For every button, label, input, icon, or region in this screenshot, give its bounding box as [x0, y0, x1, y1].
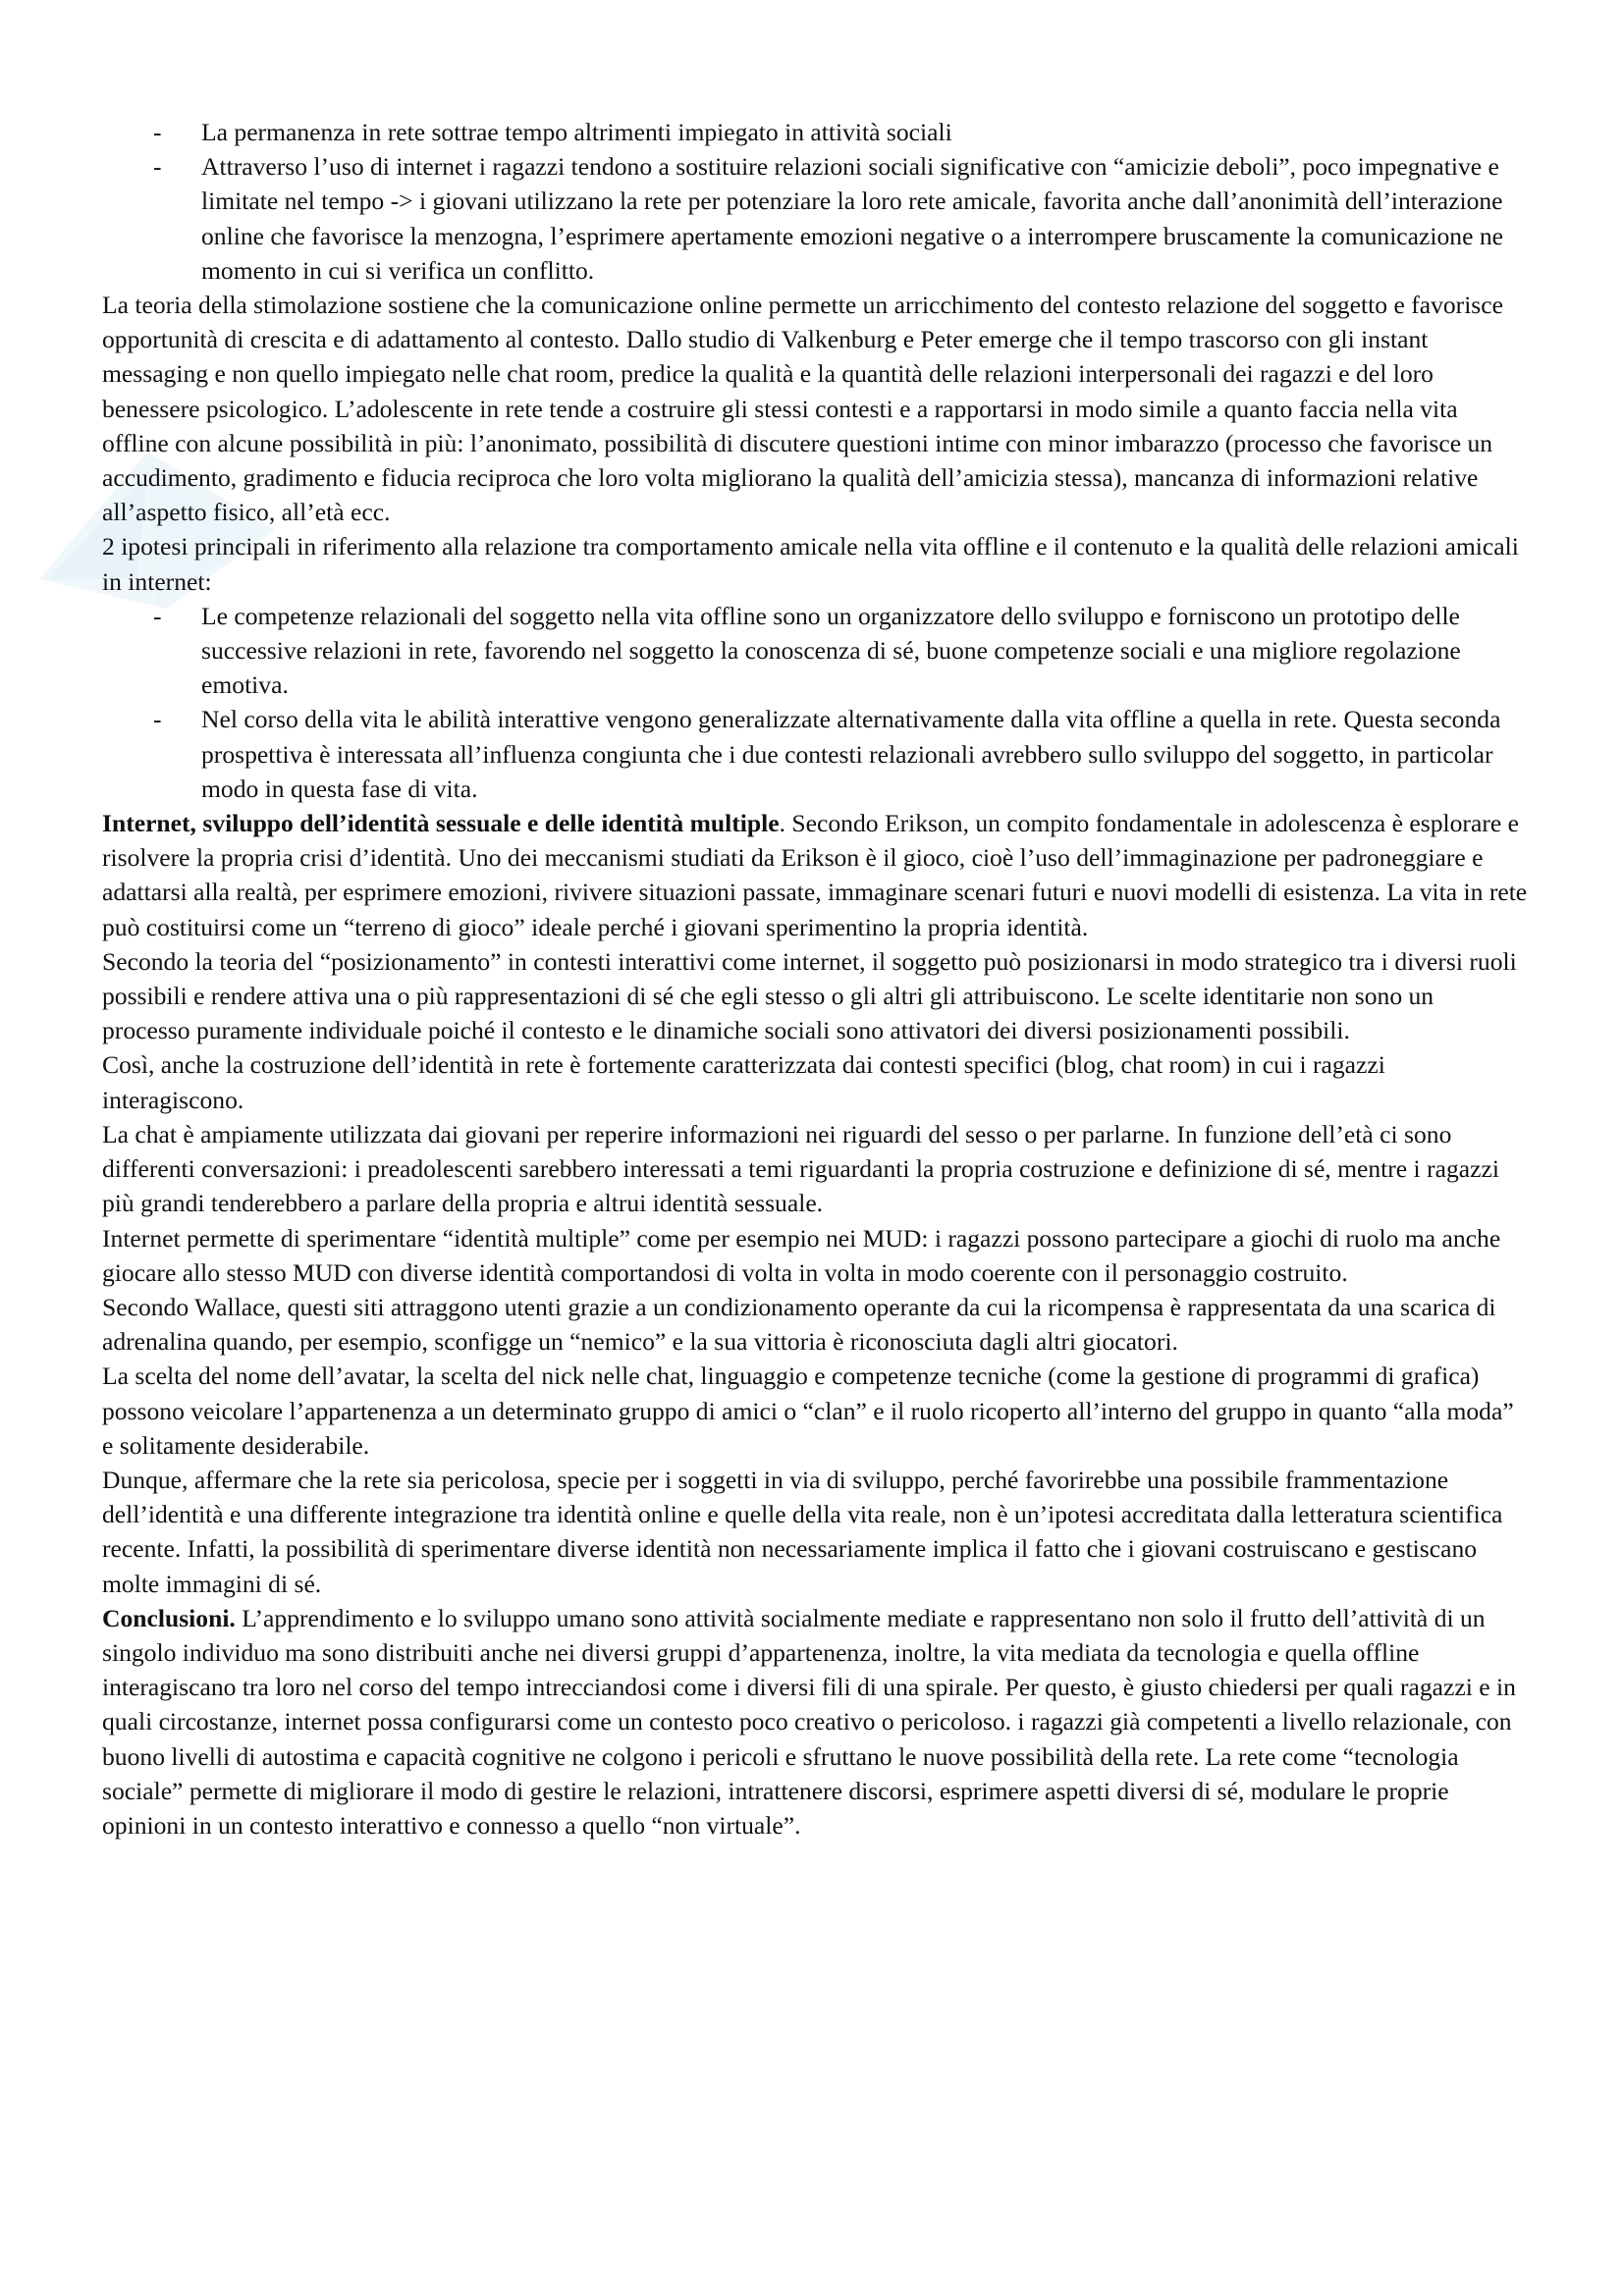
- list-item: [102, 149, 1528, 288]
- paragraph-dunque: Dunque, affermare che la rete sia pericolosa, specie per i soggetti in via di sviluppo, perché favorirebbe una possibile frammentazione dell’identità e una differente integrazione tra identità online e quelle della vita reale, non è un’ipotesi accreditata dalla letteratura scientifica recente. Infatti, la possibilità di sperimentare diverse identità non necessariamente implica il fatto che i giovani costruiscano e gestiscano molte immagini di sé.: [102, 1465, 1503, 1598]
- list-ipotesi: [102, 599, 1528, 806]
- paragraph-chat: La chat è ampiamente utilizzata dai giovani per reperire informazioni nei riguardi del sesso o per parlarne. In funzione dell’età ci sono differenti conversazioni: i preadolescenti sarebbero interessati a temi riguardanti la propria costruzione e definizione di sé, mentre i ragazzi più grandi tenderebbero a parlare della propria e altrui identità sessuale.: [102, 1119, 1499, 1218]
- paragraph-identita: [102, 806, 1528, 944]
- document-body: [102, 115, 1528, 1842]
- list-item-text: Nel corso della vita le abilità interattive vengono generalizzate alternativamente dalla vita offline a quella in rete. Questa seconda prospettiva è interessata all’influenza congiunta che i due contesti relazionali avrebbero sullo sviluppo del soggetto, in particolar modo in questa fase di vita.: [201, 705, 1501, 803]
- dash-bullet: -: [153, 152, 162, 182]
- paragraph-cosi: Così, anche la costruzione dell’identità in rete è fortemente caratterizzata dai contesti specifici (blog, chat room) in cui i ragazzi interagiscono.: [102, 1050, 1385, 1114]
- section-text-conclusioni: L’apprendimento e lo sviluppo umano sono attività socialmente mediate e rappresentano non solo il frutto dell’attività di un singolo individuo ma sono distribuiti anche nei diversi gruppi d’appartenenza, inoltre, la vita mediata da tecnologia e quella offline interagiscano tra loro nel corso del tempo intrecciandosi come i diversi fili di una spirale. Per questo, è giusto chiedersi per quali ragazzi e in quali circostanze, internet possa configurarsi come un contesto poco creativo o pericoloso. i ragazzi già competenti a livello relazionale, con buono livelli di autostima e capacità cognitive ne colgono i pericoli e sfruttano le nuove possibilità della rete. La rete come “tecnologia sociale” permette di migliorare il modo di gestire le relazioni, intrattenere discorsi, esprimere aspetti diversi di sé, modulare le proprie opinioni in un contesto interattivo e connesso a quello “non virtuale”.: [102, 1603, 1516, 1840]
- dash-bullet: -: [153, 118, 162, 146]
- list-item: [102, 702, 1528, 806]
- section-heading-identita: Internet, sviluppo dell’identità sessuale e delle identità multiple: [102, 809, 780, 838]
- paragraph-stimolazione: La teoria della stimolazione sostiene che la comunicazione online permette un arricchimento del contesto relazione del soggetto e favorisce opportunità di crescita e di adattamento al contesto. Dallo studio di Valkenburg e Peter emerge che il tempo trascorso con gli instant messaging e non quello impiegato nelle chat room, predice la qualità e la quantità delle relazioni interpersonali dei ragazzi e del loro benessere psicologico. L’adolescente in rete tende a costruire gli stessi contesti e a rapportarsi in modo simile a quanto faccia nella vita offline con alcune possibilità in più: l’anonimato, possibilità di discutere questioni intime con minor imbarazzo (processo che favorisce un accudimento, gradimento e fiducia reciproca che loro volta migliorano la qualità dell’amicizia stessa), mancanza di informazioni relative all’aspetto fisico, all’età ecc.: [102, 291, 1503, 527]
- dash-bullet: -: [153, 705, 162, 734]
- paragraph-mud: Internet permette di sperimentare “identità multiple” come per esempio nei MUD: i ragazzi possono partecipare a giochi di ruolo ma anche giocare allo stesso MUD con diverse identità comportandosi di volta in volta in modo coerente con il personaggio costruito.: [102, 1223, 1501, 1287]
- list-item-text: Attraverso l’uso di internet i ragazzi tendono a sostituire relazioni sociali significative con “amicizie deboli”, poco impegnative e limitate nel tempo -> i giovani utilizzano la rete per potenziare la loro rete amicale, favorita anche dall’anonimità dell’interazione online che favorisce la menzogna, l’esprimere apertamente emozioni negative o a interrompere bruscamente la comunicazione ne momento in cui si verifica un conflitto.: [201, 152, 1504, 285]
- paragraph-conclusioni: [102, 1601, 1528, 1842]
- dash-bullet: -: [153, 601, 162, 630]
- paragraph-ipotesi: 2 ipotesi principali in riferimento alla relazione tra comportamento amicale nella vita offline e il contenuto e la qualità delle relazioni amicali in internet:: [102, 532, 1519, 596]
- list-internet-effects: [102, 115, 1528, 288]
- section-heading-conclusioni: Conclusioni.: [102, 1603, 236, 1632]
- list-item-text: Le competenze relazionali del soggetto nella vita offline sono un organizzatore dello sviluppo e forniscono un prototipo delle successive relazioni in rete, favorendo nel soggetto la conoscenza di sé, buone competenze sociali e una migliore regolazione emotiva.: [201, 601, 1461, 700]
- paragraph-avatar: La scelta del nome dell’avatar, la scelta del nick nelle chat, linguaggio e competenze tecniche (come la gestione di programmi di grafica) possono veicolare l’appartenenza a un determinato gruppo di amici o “clan” e il ruolo ricoperto all’interno del gruppo in quanto “alla moda” e solitamente desiderabile.: [102, 1362, 1514, 1460]
- paragraph-wallace: Secondo Wallace, questi siti attraggono utenti grazie a un condizionamento operante da cui la ricompensa è rappresentata da una scarica di adrenalina quando, per esempio, sconfigge un “nemico” e la sua vittoria è riconosciuta dagli altri giocatori.: [102, 1292, 1496, 1357]
- list-item-text: La permanenza in rete sottrae tempo altrimenti impiegato in attività sociali: [201, 118, 952, 146]
- paragraph-posizionamento: Secondo la teoria del “posizionamento” in contesti interattivi come internet, il soggetto può posizionarsi in modo strategico tra i diversi ruoli possibili e rendere attiva una o più rappresentazioni di sé che egli stesso o gli altri gli attribuiscono. Le scelte identitarie non sono un processo puramente individuale poiché il contesto e le dinamiche sociali sono attivatori dei diversi posizionamenti possibili.: [102, 946, 1517, 1045]
- list-item: [102, 115, 1528, 149]
- list-item: [102, 599, 1528, 703]
- section-text-identita: . Secondo Erikson, un compito fondamentale in adolescenza è esplorare e risolvere la propria crisi d’identità. Uno dei meccanismi studiati da Erikson è il gioco, cioè l’uso dell’immaginazione per padroneggiare e adattarsi alla realtà, per esprimere emozioni, rivivere situazioni passate, immaginare scenari futuri e nuovi modelli di esistenza. La vita in rete può costituirsi come un “terreno di gioco” ideale perché i giovani sperimentino la propria identità.: [102, 809, 1528, 941]
